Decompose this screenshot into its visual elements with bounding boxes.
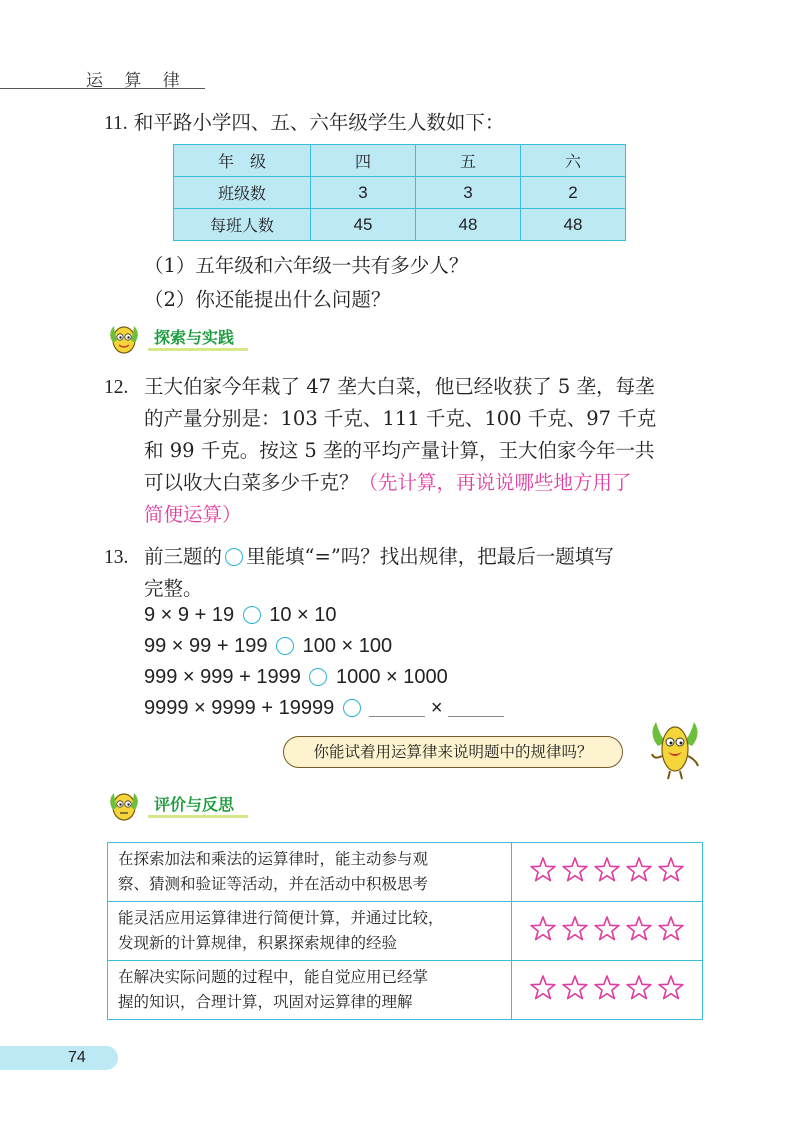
question-11 [104,107,504,140]
table-cell: 3 [311,177,416,209]
star-icon[interactable] [625,974,653,1002]
answer-circle [225,548,243,566]
section-label: 评价与反思 [148,792,248,818]
running-header: 运 算 律 [86,71,188,91]
table-header-cell: 五 [416,145,521,177]
table-row [108,843,703,902]
expression-left: 9999 × 9999 + 19999 [144,697,335,719]
expression-row [144,599,337,631]
expression-left: 999 × 999 + 1999 [144,666,301,688]
question-12-hint: （先计算，再说说哪些地方用了 [358,471,632,494]
star-icon[interactable] [657,915,685,943]
expression-row [144,630,392,662]
question-12-line4 [144,467,632,499]
star-icon[interactable] [561,856,589,884]
question-12-line: 的产量分别是：103 千克、111 千克、100 千克、97 千克 [144,407,657,430]
question-11-sub1: （1）五年级和六年级一共有多少人？ [144,254,469,277]
answer-circle[interactable] [309,668,327,686]
star-icon[interactable] [593,856,621,884]
question-12-hint-end: 简便运算） [144,503,242,526]
question-12-number: 12. [104,377,129,398]
evaluation-criterion [108,961,512,1020]
table-row [174,145,626,177]
question-11-text: 和平路小学四、五、六年级学生人数如下： [133,111,505,134]
section-label: 探索与实践 [148,325,248,351]
evaluation-criterion [108,902,512,961]
question-13-line2: 完整。 [144,577,203,600]
expression-left: 99 × 99 + 199 [144,635,268,657]
expression-row [144,661,448,693]
expression-right: 100 × 100 [302,635,393,657]
table-cell: 2 [521,177,626,209]
evaluation-criterion [108,843,512,902]
question-13-line1 [144,541,614,573]
table-cell: 3 [416,177,521,209]
question-13-number: 13. [104,547,129,568]
criterion-line: 在探索加法和乘法的运算律时，能主动参与观 [118,850,429,868]
evaluation-table [107,842,703,1020]
corn-mascot-icon [104,788,144,822]
page-number-bar [0,1046,118,1070]
table-cell: 48 [521,209,626,241]
criterion-line: 在解决实际问题的过程中，能自觉应用已经掌 [118,968,429,986]
star-icon[interactable] [657,856,685,884]
star-icon[interactable] [529,974,557,1002]
star-icon[interactable] [561,974,589,1002]
star-rating[interactable] [512,902,703,961]
corn-mascot-icon [644,716,706,780]
star-icon[interactable] [529,856,557,884]
expression-left: 9 × 9 + 19 [144,604,235,626]
answer-blank[interactable] [369,698,425,717]
star-rating[interactable] [512,843,703,902]
answer-circle[interactable] [343,699,361,717]
table-header-cell: 六 [521,145,626,177]
speech-bubble: 你能试着用运算律来说明题中的规律吗？ [283,736,623,768]
question-11-sub2: （2）你还能提出什么问题？ [144,288,391,311]
question-12-text: 可以收大白菜多少千克？ [144,471,359,494]
question-13-text: 里能填“=”吗？找出规律，把最后一题填写 [246,545,614,568]
expression-right: 10 × 10 [269,604,337,626]
star-icon[interactable] [657,974,685,1002]
table-header-cell: 年 级 [174,145,311,177]
star-icon[interactable] [625,915,653,943]
star-icon[interactable] [625,856,653,884]
criterion-line: 发现新的计算规律，积累探索规律的经验 [118,934,398,952]
section-tag-reflect [104,794,248,816]
times-sign: × [430,697,443,719]
answer-blank[interactable] [448,698,504,717]
criterion-line: 察、猜测和验证等活动，并在活动中积极思考 [118,875,429,893]
table-cell: 每班人数 [174,209,311,241]
star-rating[interactable] [512,961,703,1020]
answer-circle[interactable] [243,606,261,624]
question-13-text: 前三题的 [144,545,223,568]
question-11-number: 11. [104,113,128,134]
page-number: 74 [68,1049,86,1066]
section-tag-explore [104,327,248,349]
header-rule [0,88,205,89]
corn-mascot-icon [104,321,144,355]
table-cell: 班级数 [174,177,311,209]
answer-circle[interactable] [276,637,294,655]
table-row [174,177,626,209]
table-cell: 48 [416,209,521,241]
question-12-line: 王大伯家今年栽了 47 垄大白菜，他已经收获了 5 垄，每垄 [144,375,655,398]
expression-row [144,692,504,724]
grade-table [173,144,626,241]
table-cell: 45 [311,209,416,241]
question-12 [104,371,128,404]
star-icon[interactable] [593,974,621,1002]
criterion-line: 握的知识，合理计算，巩固对运算律的理解 [118,993,413,1011]
star-icon[interactable] [529,915,557,943]
question-13 [104,541,128,574]
star-icon[interactable] [593,915,621,943]
expression-right: 1000 × 1000 [335,666,448,688]
table-row [108,961,703,1020]
table-header-cell: 四 [311,145,416,177]
criterion-line: 能灵活应用运算律进行简便计算，并通过比较， [118,909,444,927]
table-row [108,902,703,961]
table-row [174,209,626,241]
question-12-line: 和 99 千克。按这 5 垄的平均产量计算，王大伯家今年一共 [144,439,655,462]
star-icon[interactable] [561,915,589,943]
